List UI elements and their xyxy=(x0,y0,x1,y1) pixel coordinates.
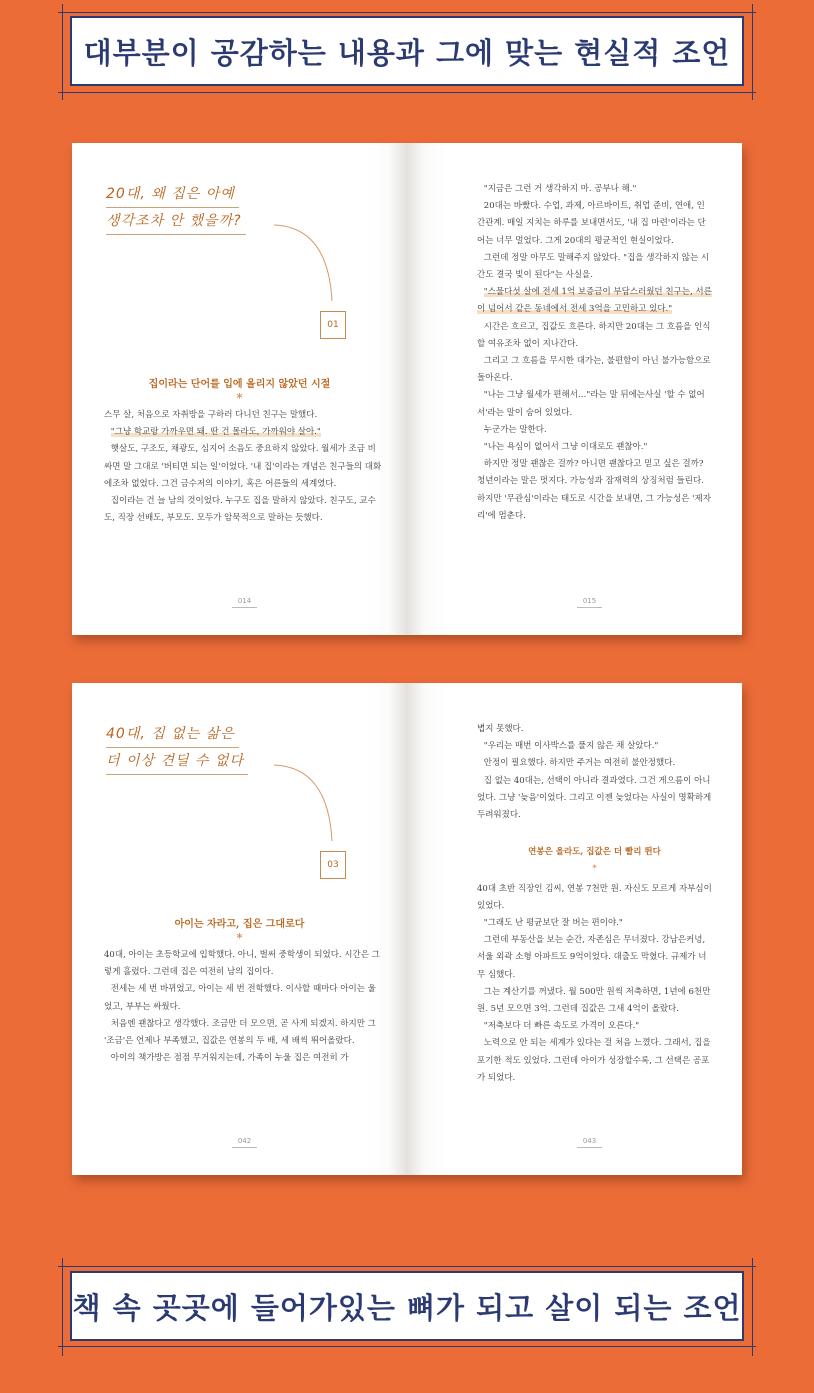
frame-line xyxy=(58,92,756,93)
bottom-banner xyxy=(70,1271,744,1341)
chapter-title: 40대, 집 없는 삶은 더 이상 견딜 수 없다 xyxy=(106,721,248,775)
star-ornament: * xyxy=(236,391,243,405)
section-heading: 연봉은 올라도, 집값은 더 빨리 뛴다 xyxy=(528,847,661,858)
frame-line xyxy=(62,1258,63,1356)
top-banner xyxy=(70,16,744,86)
star-ornament: * xyxy=(236,931,243,945)
body-text: 볍지 못했다. "우리는 매번 이사박스를 풀지 않은 채 살았다." 안정이 필요했다. 하지만 주거는 여전히 불안정했다. 집 없는 40대는, 선택이 아니라 결과였다. 그건 게으름이 아니었다. 그냥 '늦음'이었다. 그리고 이젠 늦었다는 사실이 명확하게 두려워졌다. 연봉은 올라도, 집값은 더 빨리 뛴다 * 40대 초반 직장인 김씨, 연봉 7천만 원. 자신도 모르게 자부심이 있었다. "그래도 난 평균보단 잘 버는 편이야." 그런데 부동산을 보는 순간, 자존심은 무너졌다. 강남은커녕, 서울 외곽 소형 아파트도 9억이었다. 대출도 막혔다. 규제가 너무 심했다. 그는 계산기를 꺼냈다. 월 500만 원씩 저축하면, 1년에 6천만 원. 5년 모으면 3억. 그런데 집값은 그새 4억이 올랐다. "저축보다 더 빠른 속도로 가격이 오른다." 노력으로 안 되는 세계가 있다는 걸 처음 느꼈다. 그래서, 집을 포기한 적도 있었다. 그런데 아이가 성장할수록, 그 선택은 공포가 되었다. xyxy=(477,724,712,1083)
decorative-arc xyxy=(272,223,342,303)
page-043 xyxy=(407,683,742,1175)
frame-line xyxy=(58,1266,756,1267)
page-042 xyxy=(72,683,407,1175)
chapter-title: 20대, 왜 집은 아예 생각조차 안 했을까? xyxy=(106,181,246,235)
decorative-arc xyxy=(272,763,342,843)
bottom-banner-text: 책 속 곳곳에 들어가있는 뼈가 되고 살이 되는 조언 xyxy=(72,1290,742,1325)
page-014 xyxy=(72,143,407,635)
star-ornament: * xyxy=(592,864,597,875)
body-text: 40대, 아이는 초등학교에 입학했다. 아니, 벌써 중학생이 되었다. 시간은 그렇게 흘렀다. 그런데 집은 여전히 남의 집이다. 전세는 세 번 바뀌었고, 아이는 세 번 전학했다. 이사할 때마다 아이는 울었고, 부부는 싸웠다. 처음엔 괜찮다고 생각했다. 조금만 더 모으면, 곧 사게 되겠지. 하지만 그 '조금'은 언제나 부족했고, 집값은 연봉의 두 배, 세 배씩 뛰어올랐다. 아이의 책가방은 점점 무거워지는데, 가족이 누울 집은 여전히 가 xyxy=(104,950,380,1064)
page-number: 015 xyxy=(407,597,742,605)
frame-line xyxy=(58,12,756,13)
chapter-number: 03 xyxy=(320,851,346,879)
frame-line xyxy=(752,1258,753,1356)
section-heading: 아이는 자라고, 집은 그대로다 xyxy=(174,919,305,930)
page-015 xyxy=(407,143,742,635)
frame-line xyxy=(58,1346,756,1347)
frame-line xyxy=(62,4,63,100)
body-text: "지금은 그런 거 생각하지 마. 공부나 해." 20대는 바빴다. 수업, 과제, 아르바이트, 취업 준비, 연애, 인간관계. 매일 지치는 하루를 보내면서도, '내 집 마련'이라는 단어는 너무 멀었다. 그게 20대의 평균적인 현실이었다. 그런데 정말 아무도 말해주지 않았다. "집을 생각하지 않는 시간도 결국 빚이 된다"는 사실을. "스물다섯 살에 전세 1억 보증금이 부담스러웠던 친구는, 서른이 넘어서 같은 동네에서 전세 3억을 고민하고 있다." 시간은 흐르고, 집값도 흐른다. 하지만 20대는 그 흐름을 인식할 여유조차 없이 지나간다. 그리고 그 흐름을 무시한 대가는, 불편함이 아닌 불가능함으로 돌아온다. "나는 그냥 월세가 편해서…"라는 말 뒤에는사실 '할 수 없어서'라는 말이 숨어 있었다. 누군가는 말한다. "나는 욕심이 없어서 그냥 이대로도 괜찮아." 하지만 정말 괜찮은 걸까? 아니면 괜찮다고 믿고 싶은 걸까? 청년이라는 말은 멋지다. 가능성과 잠재력의 상징처럼 들린다. 하지만 '무관심'이라는 태도로 시간을 보내면, 그 가능성은 '제자리'에 멈춘다. xyxy=(477,184,712,521)
page-number: 042 xyxy=(72,1137,407,1145)
frame-line xyxy=(752,4,753,100)
book-spread-1 xyxy=(72,143,742,635)
chapter-number: 01 xyxy=(320,311,346,339)
top-banner-text: 대부분이 공감하는 내용과 그에 맞는 현실적 조언 xyxy=(83,35,731,70)
section-heading: 집이라는 단어를 입에 올리지 않았던 시절 xyxy=(148,379,331,390)
page-number: 014 xyxy=(72,597,407,605)
page-number: 043 xyxy=(407,1137,742,1145)
body-text: 스무 살, 처음으로 자취방을 구하러 다니던 친구는 말했다. "그냥 학교랑 가까우면 돼. 딴 건 몰라도, 가까워야 살아." 햇살도, 구조도, 채광도, 심지어 소음도 중요하지 않았다. 월세가 조금 비싸면 말 그대로 '버티면 되는 일'이었다. '내 집'이라는 개념은 친구들의 대화에조차 없었다. 그건 금수저의 이야기, 혹은 어른들의 세계였다. 집이라는 건 늘 남의 것이었다. 누구도 집을 말하지 않았다. 친구도, 교수도, 직장 선배도, 부모도. 모두가 암묵적으로 말하는 듯했다. xyxy=(104,410,382,524)
book-spread-2 xyxy=(72,683,742,1175)
